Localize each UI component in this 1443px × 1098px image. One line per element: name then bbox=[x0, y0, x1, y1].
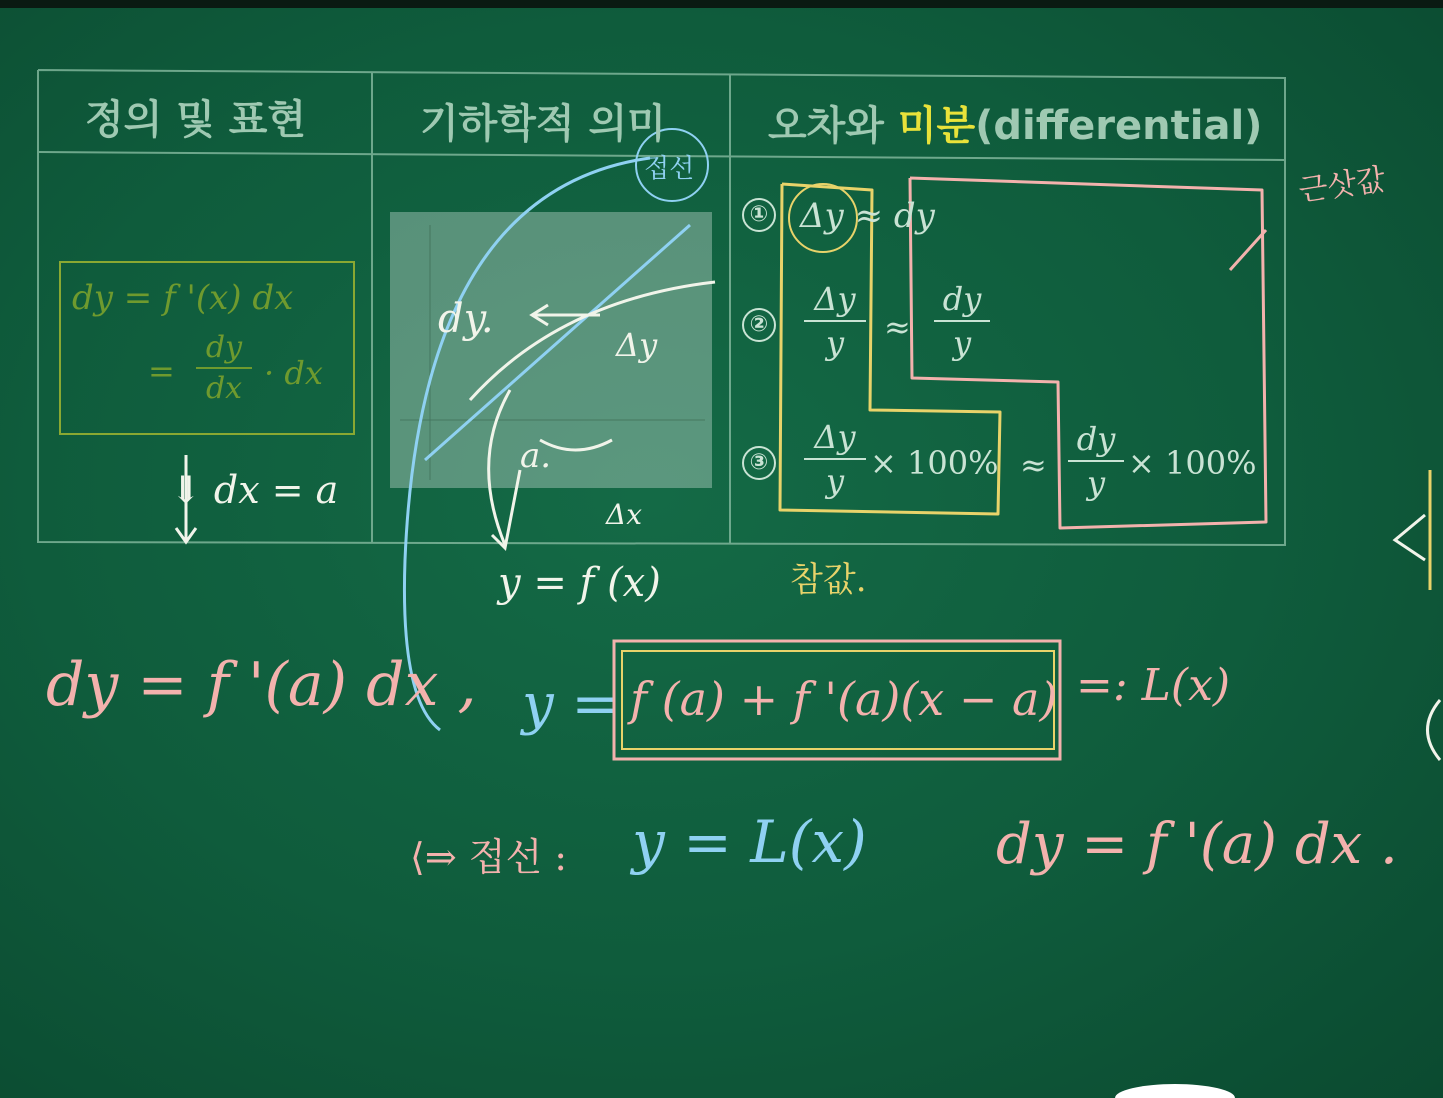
linear-eq-rhs: =: L(x) bbox=[1076, 660, 1231, 711]
dy-equation-right: dy = f '(a) dx . bbox=[996, 812, 1398, 877]
equiv-tangent-label: ⟨⇒ 접선 : bbox=[410, 835, 568, 879]
row3-right-suffix: × 100% bbox=[1128, 444, 1257, 482]
delta-x-label: Δx bbox=[606, 498, 643, 531]
row3-left-num: Δy bbox=[814, 418, 856, 456]
linear-eq-box: f (a) + f '(a)(x − a) bbox=[630, 672, 1058, 726]
row3-right-den: y bbox=[1086, 464, 1106, 502]
row2-right-num: dy bbox=[942, 280, 982, 318]
tangent-label: 접선 bbox=[644, 154, 695, 184]
row3-approx: ≈ bbox=[1020, 446, 1047, 484]
approx-value-label: 근삿값 bbox=[1296, 162, 1388, 209]
definition-frac-num: dy bbox=[205, 330, 243, 365]
linear-eq-lhs: y = bbox=[522, 672, 619, 737]
dy-equation-left: dy = f '(a) dx , bbox=[46, 650, 477, 720]
dx-equals-a: ⇓ dx = a bbox=[170, 468, 339, 512]
row1-expression: Δy ≈ dy bbox=[800, 196, 935, 236]
y-equals-L: y = L(x) bbox=[632, 808, 867, 876]
x-label: a. bbox=[520, 436, 552, 476]
header-definition: 정의 및 표현 bbox=[85, 97, 307, 143]
header-error-text: 오차와 bbox=[768, 103, 898, 149]
row3-right-num: dy bbox=[1076, 420, 1116, 458]
item-number-2: ② bbox=[742, 308, 776, 342]
row3-left-suffix: × 100% bbox=[870, 444, 999, 482]
row2-left-den: y bbox=[825, 324, 845, 362]
row3-left-den: y bbox=[825, 462, 845, 500]
row2-left-num: Δy bbox=[814, 280, 856, 318]
definition-line2-eq: = bbox=[148, 352, 175, 390]
row2-right-den: y bbox=[952, 324, 972, 362]
item-number-3: ③ bbox=[742, 446, 776, 480]
y-equals-fx: y = f (x) bbox=[498, 560, 661, 606]
definition-frac-den: dx bbox=[205, 371, 243, 406]
definition-line2-suffix: · dx bbox=[264, 354, 323, 392]
delta-y-label: Δy bbox=[616, 326, 658, 364]
header-geometric-meaning: 기하학적 의미 bbox=[420, 101, 666, 147]
dy-label: dy. bbox=[438, 296, 494, 342]
header-differential-highlight: 미분 bbox=[897, 103, 976, 149]
item-number-1: ① bbox=[742, 198, 776, 232]
true-value-label: 참값. bbox=[790, 560, 867, 600]
header-differential-english: (differential) bbox=[975, 103, 1263, 149]
definition-line1: dy = f '(x) dx bbox=[72, 278, 294, 318]
row2-approx: ≈ bbox=[884, 308, 911, 346]
